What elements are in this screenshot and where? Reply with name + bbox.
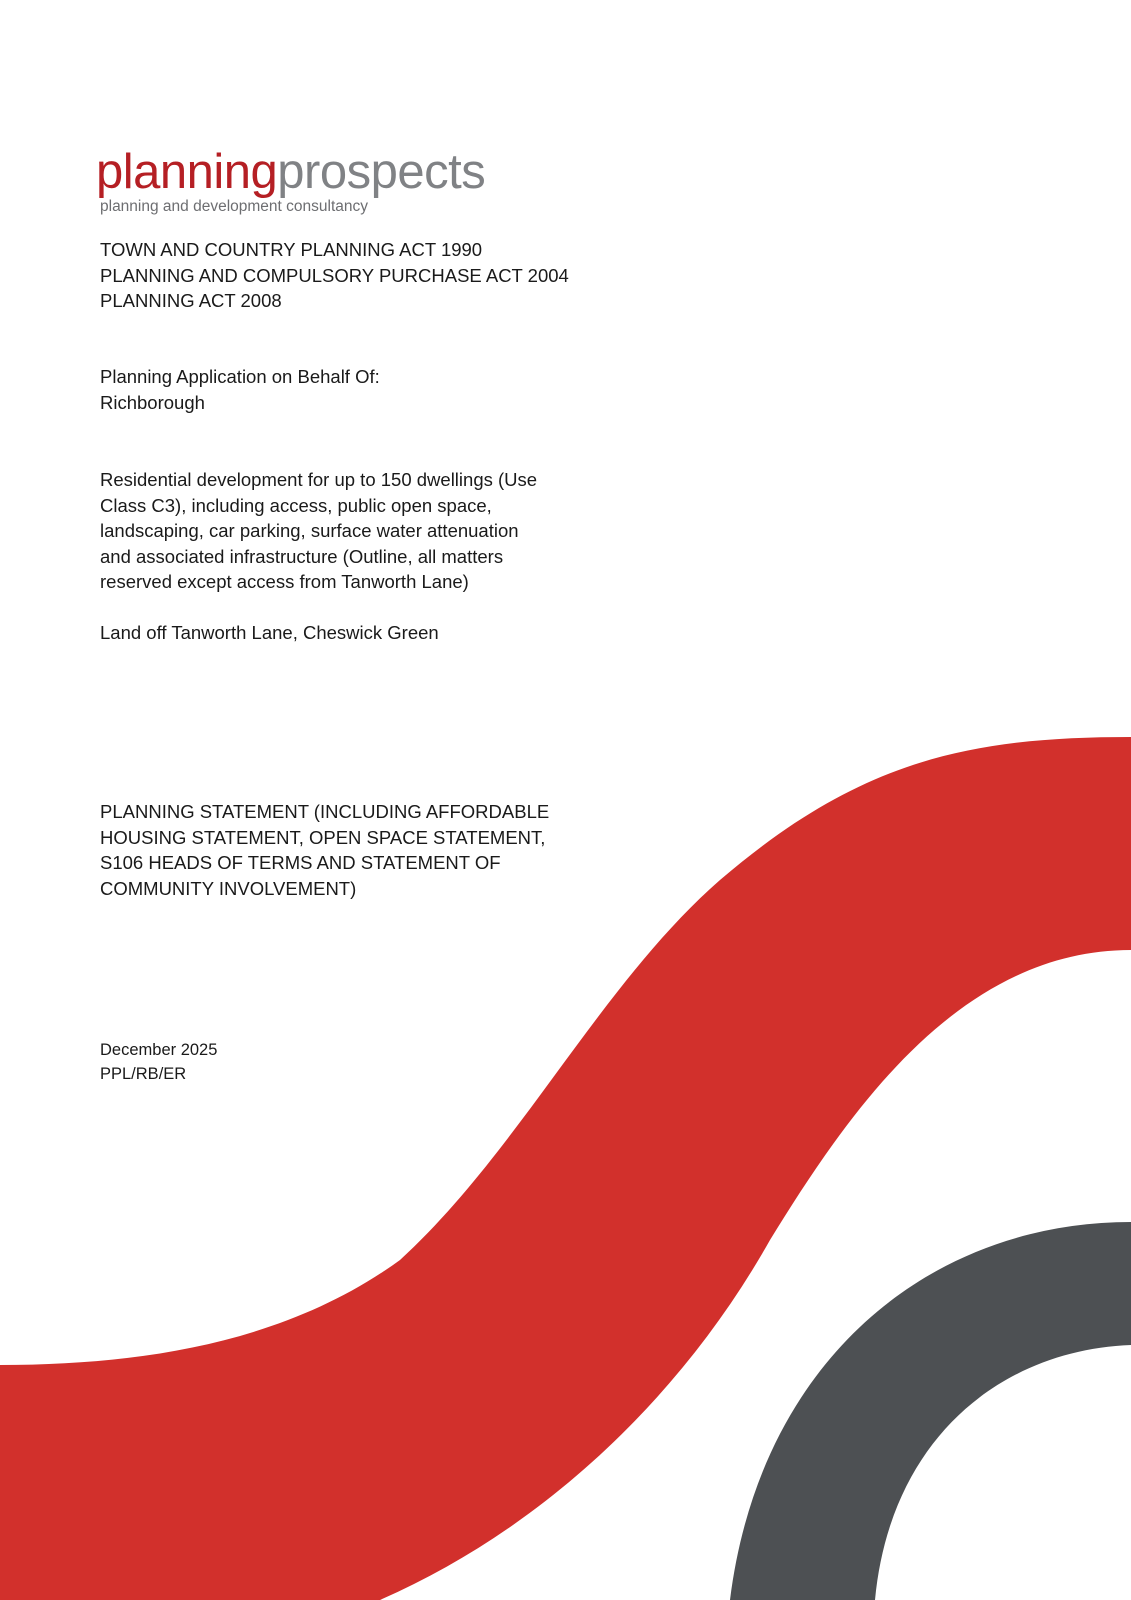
legislation-item: PLANNING AND COMPULSORY PURCHASE ACT 2004 [100, 264, 569, 286]
site-address-text: Land off Tanworth Lane, Cheswick Green [100, 622, 439, 643]
legislation-list [100, 237, 569, 314]
description-line: reserved except access from Tanworth Lane) [100, 571, 469, 592]
applicant-name: Richborough [100, 391, 205, 413]
development-description [100, 467, 537, 595]
document-title-line: HOUSING STATEMENT, OPEN SPACE STATEMENT, [100, 826, 546, 848]
document-title-line: S106 HEADS OF TERMS AND STATEMENT OF [100, 852, 501, 873]
document-title [100, 799, 549, 901]
site-address [100, 620, 439, 646]
description-line: Residential development for up to 150 dwellings (Use [100, 469, 538, 490]
document-date: December 2025 [100, 1041, 218, 1059]
company-logo [96, 146, 516, 218]
logo-wordmark [96, 146, 485, 198]
logo-word-planning: planning [96, 145, 278, 199]
logo-word-prospects: prospects [277, 145, 486, 199]
description-line: Class C3), including access, public open space, [100, 494, 492, 516]
applicant-block [100, 364, 380, 415]
description-line: and associated infrastructure (Outline, all matters [100, 545, 504, 567]
description-line: landscaping, car parking, surface water attenuation [100, 520, 519, 541]
applicant-label: Planning Application on Behalf Of: [100, 366, 380, 387]
document-reference: PPL/RB/ER [100, 1065, 187, 1083]
grey-arc [730, 1222, 1131, 1600]
legislation-item: TOWN AND COUNTRY PLANNING ACT 1990 [100, 239, 483, 260]
document-meta [100, 1038, 217, 1086]
document-title-line: PLANNING STATEMENT (INCLUDING AFFORDABLE [100, 801, 550, 822]
legislation-item: PLANNING ACT 2008 [100, 290, 282, 311]
logo-tagline: planning and development consultancy [100, 198, 368, 215]
document-title-line: COMMUNITY INVOLVEMENT) [100, 877, 357, 899]
